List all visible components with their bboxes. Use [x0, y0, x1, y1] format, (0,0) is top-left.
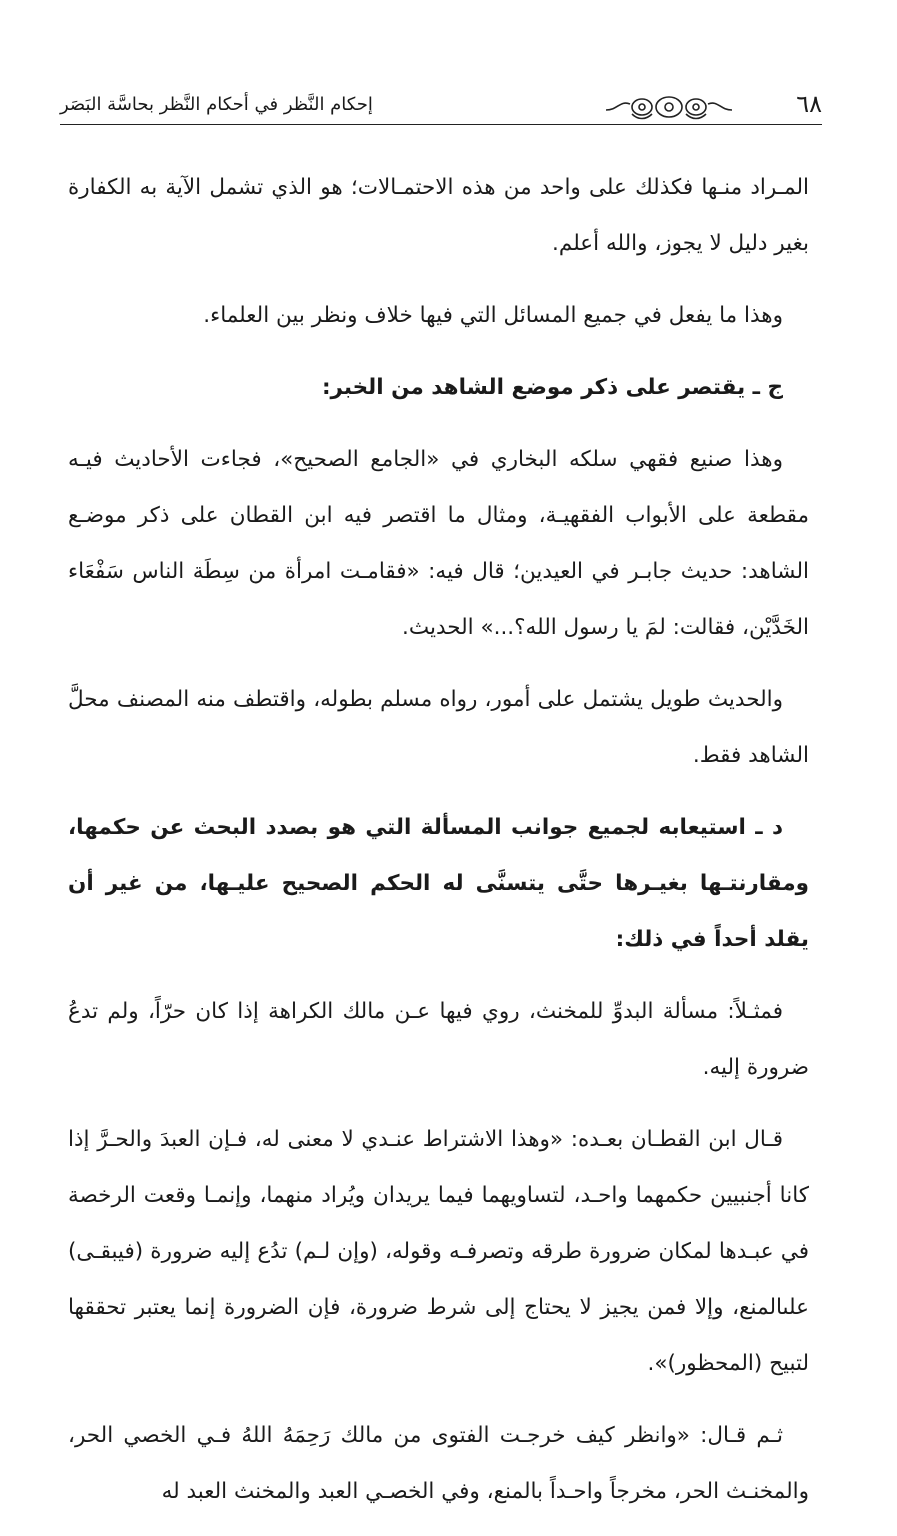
paragraph-text: ثـم قـال: «وانظر كيف خرجـت الفتوى من مالك رَحِمَهُ اللهُ فـي الخصي الحر، والمخنـث الحر، مخرجاً واحـداً بالمنع، وفي الخصـي العبد والمخنث العبد له	[68, 1423, 809, 1504]
paragraph-text: د ـ استيعابه لجميع جوانب المسألة التي هو بصدد البحث عن حكمها، ومقارنتـها بغيـرها حتَّى يتسنَّى له الحكم الصحيح عليـها، من غير أن يقلد أحداً في ذلك:	[68, 815, 809, 952]
body-paragraph	[68, 1112, 809, 1392]
body-paragraph	[68, 432, 809, 656]
page-body	[68, 160, 809, 1536]
paragraph-text: قـال ابن القطـان بعـده: «وهذا الاشتراط عنـدي لا معنى له، فـإن العبدَ والحـرَّ إذا كانا أجنبيين حكمهما واحـد، لتساويهما فيما يريدان ويُراد منهما، وإنمـا وقعت الرخصة في عبـدها لمكان ضرورة طرقه وتصرفـه وقوله، (وإن لـم) تدُع إليه ضرورة (فيبقـى) علىالمنع، وإلا فمن يجيز لا يحتاج إلى شرط ضرورة، فإن الضرورة إنما يعتبر تحققها لتبيح (المحظور)».	[68, 1127, 809, 1376]
body-paragraph	[68, 1408, 809, 1520]
ornament-icon	[604, 94, 734, 120]
body-paragraph	[68, 160, 809, 272]
body-paragraph	[68, 672, 809, 784]
page-header	[60, 82, 822, 125]
paragraph-text: المـراد منـها فكذلك على واحد من هذه الاحتمـالات؛ هو الذي تشمل الآية به الكفارة بغير دليل لا يجوز، والله أعلم.	[68, 175, 809, 256]
paragraph-text: ج ـ يقتصر على ذكر موضع الشاهد من الخبر:	[321, 375, 783, 400]
section-heading-paragraph	[68, 360, 809, 416]
paragraph-text: وهذا صنيع فقهي سلكه البخاري في «الجامع الصحيح»، فجاءت الأحاديث فيـه مقطعة على الأبواب الفقهيـة، ومثال ما اقتصر فيه ابن القطان على ذكر موضـع الشاهد: حديث جابـر في العيدين؛ قال فيه: «فقامـت امرأة من سِطَة الناس سَفْعَاء الخَدَّيْن، فقالت: لمَ يا رسول الله؟...» الحديث.	[68, 447, 809, 640]
body-paragraph	[68, 288, 809, 344]
running-title: إحكام النَّظر في أحكام النَّظر بحاسَّة البَصَر	[60, 94, 373, 115]
page-number: ٦٨	[796, 90, 822, 118]
paragraph-text: والحديث طويل يشتمل على أمور، رواه مسلم بطوله، واقتطف منه المصنف محلَّ الشاهد فقط.	[68, 687, 809, 768]
paragraph-text: وهذا ما يفعل في جميع المسائل التي فيها خلاف ونظر بين العلماء.	[203, 303, 783, 328]
body-paragraph	[68, 984, 809, 1096]
section-heading-paragraph	[68, 800, 809, 968]
paragraph-text: فمثـلاً: مسألة البدوِّ للمخنث، روي فيها عـن مالك الكراهة إذا كان حرّاً، ولم تدعُ ضرورة إليه.	[68, 999, 809, 1080]
